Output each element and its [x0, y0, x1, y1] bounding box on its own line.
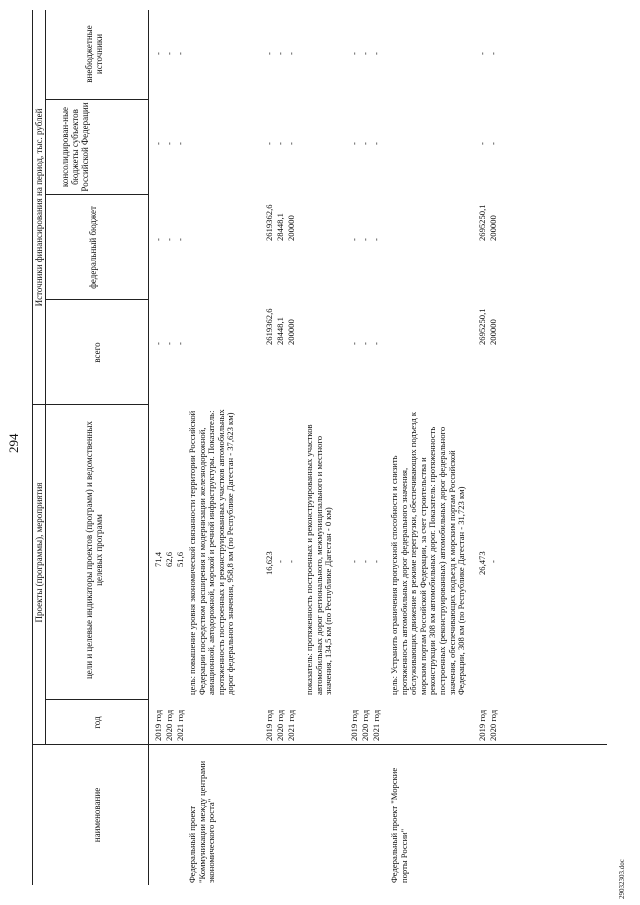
header-year: год [92, 716, 102, 729]
header-regional: консолидирован-ные бюджеты субъектов Российской Федерации [60, 102, 90, 192]
year-cell: 2021 год [175, 709, 185, 741]
group-header-divider [45, 10, 46, 745]
year-cell: 2019 год [264, 709, 274, 741]
federal-cell: 200000 [286, 215, 296, 241]
extra-cell: - [286, 52, 296, 55]
goal-value: 62,6 [164, 551, 174, 567]
extra-cell: - [371, 52, 381, 55]
header-group-sources: Источники финансирования на период, тыс. рублей [34, 108, 44, 307]
total-cell: - [153, 342, 163, 345]
federal-cell: - [360, 238, 370, 241]
col-divider-federal [45, 194, 148, 195]
year-cell: 2020 год [164, 709, 174, 741]
extra-cell: - [175, 52, 185, 55]
extra-cell: - [477, 52, 487, 55]
year-cell: 2019 год [349, 709, 359, 741]
goal-value: - [286, 560, 296, 563]
federal-cell: 2695250,1 [477, 204, 487, 241]
regional-cell: - [175, 142, 185, 145]
year-cell: 2019 год [153, 709, 163, 741]
regional-cell: - [477, 142, 487, 145]
goal-value: - [371, 560, 381, 563]
regional-cell: - [164, 142, 174, 145]
regional-cell: - [286, 142, 296, 145]
extra-cell: - [349, 52, 359, 55]
year-cell: 2020 год [360, 709, 370, 741]
federal-cell: 2619362,6 [264, 204, 274, 241]
regional-cell: - [488, 142, 498, 145]
footer-filename: 29032303.doc [618, 859, 626, 899]
page-number: 294 [6, 433, 21, 453]
total-cell: - [371, 342, 381, 345]
total-cell: 2619362,6 [264, 308, 274, 345]
total-cell: 28448,1 [275, 317, 285, 345]
regional-cell: - [275, 142, 285, 145]
year-cell: 2020 год [488, 709, 498, 741]
regional-cell: - [360, 142, 370, 145]
total-cell: 200000 [286, 319, 296, 345]
total-cell: 200000 [488, 319, 498, 345]
extra-cell: - [360, 52, 370, 55]
goal-value: 51,6 [175, 551, 185, 567]
goal-value: - [275, 560, 285, 563]
header-bottom-border [148, 10, 149, 885]
col-divider-goal [32, 404, 148, 405]
year-cell: 2021 год [371, 709, 381, 741]
extra-cell: - [164, 52, 174, 55]
federal-cell: - [371, 238, 381, 241]
goal-value: 26,473 [477, 551, 487, 575]
header-group-projects: Проекты (программы), мероприятия [34, 482, 44, 623]
goal-value: - [488, 560, 498, 563]
federal-cell: 28448,1 [275, 213, 285, 241]
total-cell: - [175, 342, 185, 345]
regional-cell: - [371, 142, 381, 145]
project-name: Федеральный проект "Коммуникации между центрами экономического роста" [187, 760, 217, 883]
year-cell: 2019 год [477, 709, 487, 741]
total-cell: - [349, 342, 359, 345]
federal-cell: - [349, 238, 359, 241]
table-top-border [32, 10, 33, 885]
goal-value: - [360, 560, 370, 563]
federal-cell: - [164, 238, 174, 241]
regional-cell: - [349, 142, 359, 145]
header-goal: цели и целевые индикаторы проектов (программ) и ведомственных целевых программ [84, 420, 104, 680]
header-total: всего [92, 342, 102, 363]
goal-value: 16,623 [264, 551, 274, 575]
total-cell: - [360, 342, 370, 345]
total-cell: 2695250,1 [477, 308, 487, 345]
project-goal-text: цель: Устранить ограничения пропускной способности и снизить протяженность автомобильных дорог федерального значения, обслуживающих движение в режиме перегрузки, обеспечивающих подъезд к морским портам Российской Федерации, за счет строительства и реконструкции 308 км автомобильных дорог. Показатель: протяженность построенных (реконструированных) автомобильных дорог федерального значения, обеспечивающих подъезд к морским портам Российской Федерации, 308 км (по Республике Дагестан - 31,723 км) [389, 411, 467, 695]
header-federal: федеральный бюджет [88, 206, 98, 289]
year-cell: 2021 год [286, 709, 296, 741]
col-divider-regional [45, 99, 148, 100]
goal-value: 71,4 [153, 551, 163, 567]
extra-cell: - [275, 52, 285, 55]
year-cell: 2020 год [275, 709, 285, 741]
regional-cell: - [264, 142, 274, 145]
col-divider-name [32, 744, 607, 745]
header-extra: внебюджетные источники [84, 25, 104, 83]
extra-cell: - [153, 52, 163, 55]
extra-cell: - [264, 52, 274, 55]
federal-cell: 200000 [488, 215, 498, 241]
regional-cell: - [153, 142, 163, 145]
header-name: наименование [92, 787, 102, 843]
total-cell: - [164, 342, 174, 345]
federal-cell: - [153, 238, 163, 241]
indicator-text: показатель: протяженность построенных и реконструированных участков автомобильных дорог регионального, межмуниципального и местного значения, 134,5 км (по Республике Дагестан - 0 км) [304, 424, 334, 695]
project-name: Федеральный проект "Морские порты России" [389, 767, 409, 883]
goal-value: - [349, 560, 359, 563]
extra-cell: - [488, 52, 498, 55]
project-goal-text: цель: повышение уровня экономической связанности территории Российской Федерации посредством расширения и модернизации железнодорожной, авиационной, автодорожной, морской и речной инфраструктуры. Показатель: протяженность построенных и реконструированных участков автомобильных дорог федерального значения, 958,8 км (по Республике Дагестан - 37,623 км) [187, 409, 236, 695]
federal-cell: - [175, 238, 185, 241]
